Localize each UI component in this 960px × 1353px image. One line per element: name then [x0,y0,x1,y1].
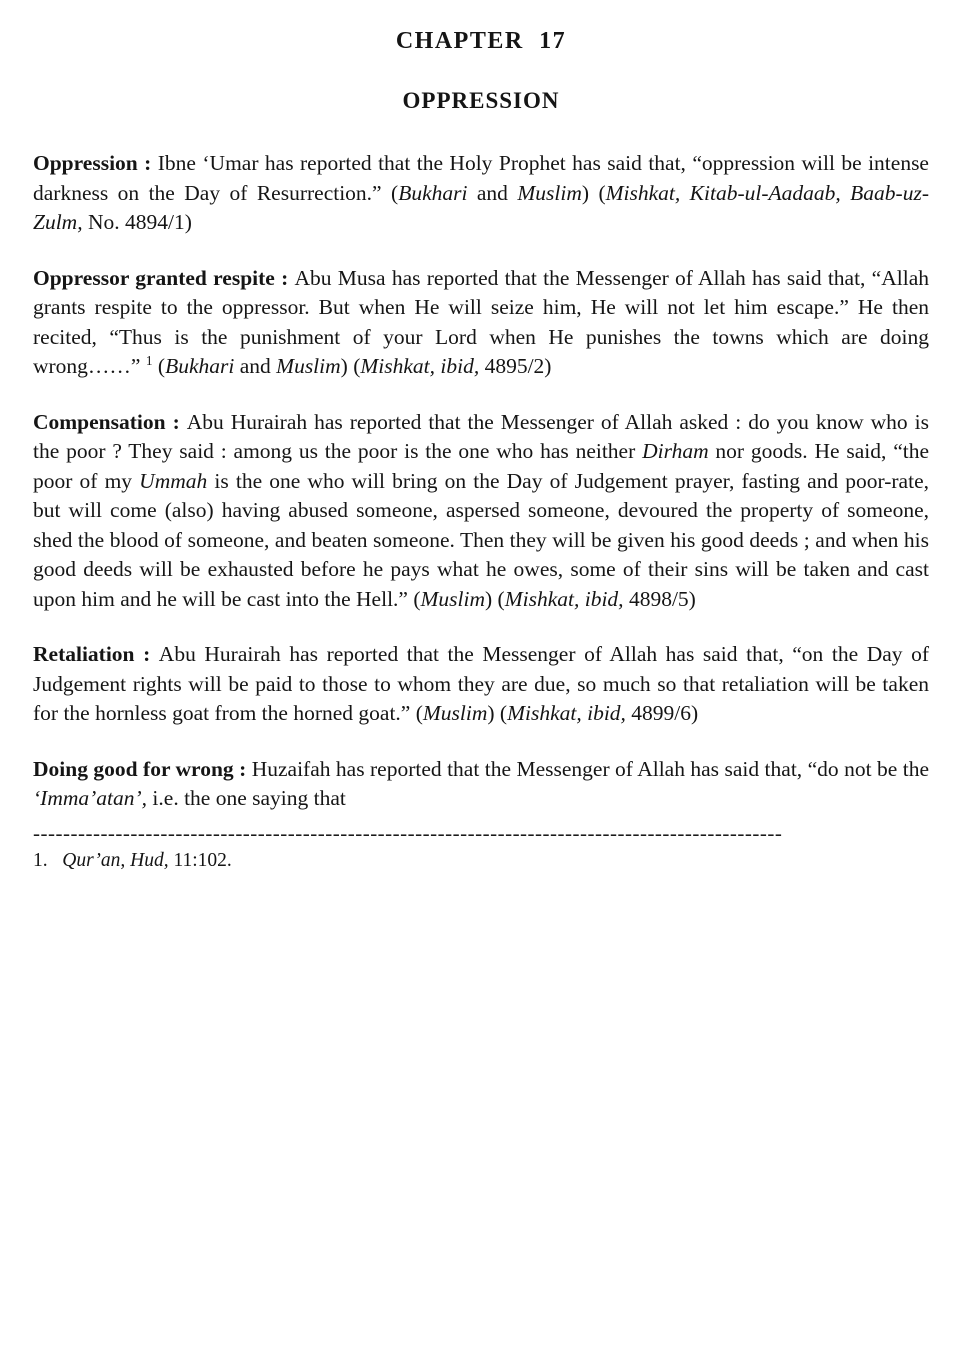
footnote: 1. Qur’an, Hud, 11:102. [33,849,232,871]
paragraph-doing-good-for-wrong: Doing good for wrong : Huzaifah has reported that the Messenger of Allah has said that, “do not be the ‘Imma’atan’, i.e. the one saying that [33,756,929,810]
section-title: OPPRESSION [402,88,560,113]
paragraph-oppression: Oppression : Ibne ‘Umar has reported that the Holy Prophet has said that, “oppression will be intense darkness on the Day of Resurrection.” (Bukhari and Muslim) (Mishkat, Kitab-ul-Aadaab, Baab-uz-Zulm, No. 4894/1) [33,151,929,234]
paragraph-retaliation: Retaliation : Abu Hurairah has reported that the Messenger of Allah has said that, “on the Day of Judgement rights will be paid to those to whom they are due, so much so that retaliation will be taken for the hornless goat from the horned goat.” (Muslim) (Mishkat, ibid, 4899/6) [33,642,929,725]
paragraph-compensation: Compensation : Abu Hurairah has reported that the Messenger of Allah asked : do you know who is the poor ? They said : among us the poor is the one who has neither Dirham nor goods. He said, “the poor of my Ummah is the one who will bring on the Day of Judgement prayer, fasting and poor-rate, but will come (also) having abused someone, aspersed someone, devoured the property of someone, shed the blood of someone, and beaten someone. Then they will be given his good deeds ; and when his good deeds will be exhausted before he pays what he owes, some of their sins will be taken and cast upon him and he will be cast into the Hell.” (Muslim) (Mishkat, ibid, 4898/5) [33,409,930,611]
chapter-title: CHAPTER 17 [395,28,567,54]
paragraph-oppressor-granted-respite: Oppressor granted respite : Abu Musa has reported that the Messenger of Allah has said that, “Allah grants respite to the oppressor. But when He will seize him, He will not let him escape.” He then recited, “Thus is the punishment of your Lord when He punishes the towns which are doing wrong……” $^1$ (Bukhari and Muslim) (Mishkat, ibid, 4895/2) [33,265,929,378]
footnote-separator: ---------------------------------------------------------------------------------------------------- [33,821,783,844]
